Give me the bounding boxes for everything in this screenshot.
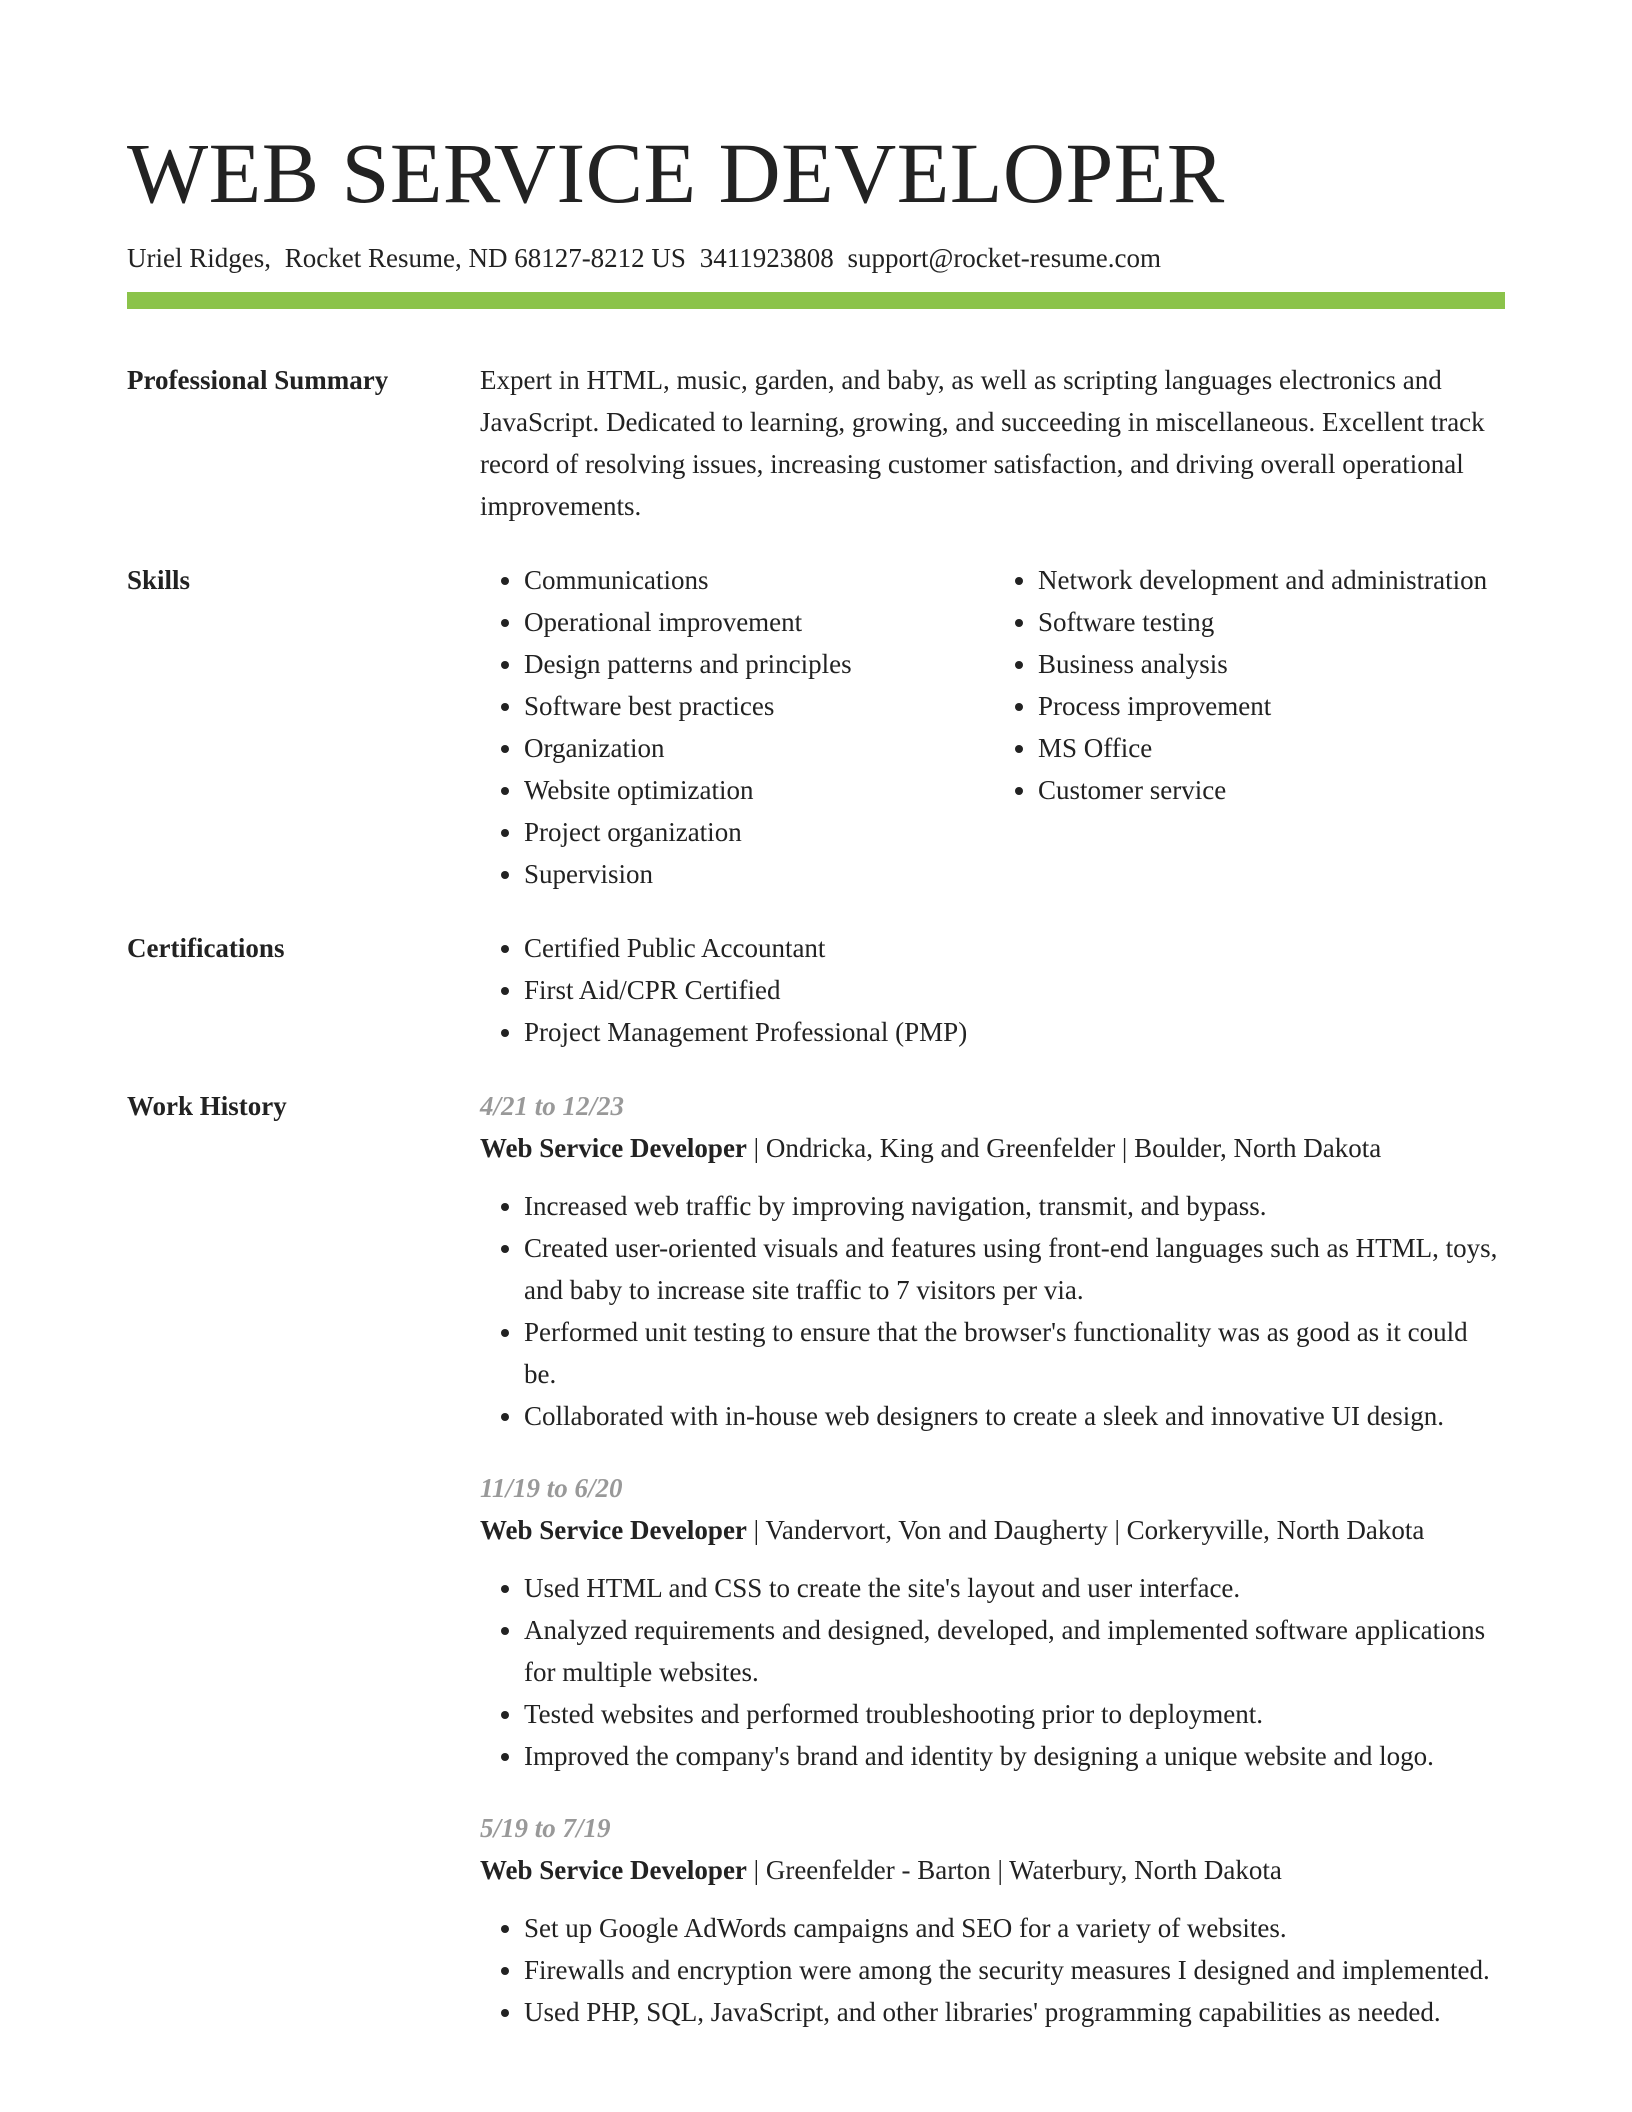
certification-item: • Project Management Professional (PMP) <box>524 1011 1505 1053</box>
skill-item: • Project organization <box>524 811 984 853</box>
skill-item: • Organization <box>524 727 984 769</box>
summary-section <box>127 359 1505 527</box>
job-heading <box>480 1509 1505 1551</box>
skill-item: • Operational improvement <box>524 601 984 643</box>
job-title: Web Service Developer <box>480 1515 747 1545</box>
job-bullet: • Analyzed requirements and designed, developed, and implemented software applications for multiple websites. <box>524 1609 1505 1693</box>
work-history-label: Work History <box>127 1091 287 1121</box>
contact-address: Rocket Resume, ND 68127-8212 US <box>284 243 686 273</box>
skill-item: • Business analysis <box>1038 643 1558 685</box>
job-bullet: • Tested websites and performed troubleshooting prior to deployment. <box>524 1693 1505 1735</box>
job-details: | Greenfelder - Barton | Waterbury, North Dakota <box>746 1855 1282 1885</box>
job-bullet: • Collaborated with in-house web designers to create a sleek and innovative UI design. <box>524 1395 1505 1437</box>
job-bullet: • Performed unit testing to ensure that the browser's functionality was as good as it could be. <box>524 1311 1505 1395</box>
job-bullet: • Used PHP, SQL, JavaScript, and other libraries' programming capabilities as needed. <box>524 1991 1505 2033</box>
header-divider <box>127 292 1505 309</box>
job-heading <box>480 1849 1505 1891</box>
skills-section <box>127 559 1505 895</box>
skills-label: Skills <box>127 565 191 595</box>
summary-label: Professional Summary <box>127 365 389 395</box>
skill-item: • Website optimization <box>524 769 984 811</box>
job-bullets <box>480 1907 1505 2033</box>
job-bullet: • Firewalls and encryption were among the security measures I designed and implemented. <box>524 1949 1505 1991</box>
skill-item: • Supervision <box>524 853 984 895</box>
job-title: Web Service Developer <box>480 1133 747 1163</box>
skills-column-2 <box>994 559 1558 895</box>
summary-text: Expert in HTML, music, garden, and baby, as well as scripting languages electronics and JavaScript. Dedicated to learning, growing, and succeeding in miscellaneous. Excellent track record of resolving issues, increasing customer satisfaction, and driving overall operational improvements. <box>480 365 1485 521</box>
work-history-section <box>127 1085 1505 2063</box>
job-bullets <box>480 1567 1505 1777</box>
certifications-section <box>127 927 1505 1053</box>
job-details: | Ondricka, King and Greenfelder | Boulder, North Dakota <box>746 1133 1382 1163</box>
skill-item: • Software testing <box>1038 601 1558 643</box>
job-heading <box>480 1127 1505 1169</box>
skills-column-1 <box>480 559 984 895</box>
skill-item: • Software best practices <box>524 685 984 727</box>
resume-page <box>127 0 1505 2063</box>
job-bullet: • Improved the company's brand and identity by designing a unique website and logo. <box>524 1735 1505 1777</box>
certification-item: • Certified Public Accountant <box>524 927 1505 969</box>
job-bullet: • Created user-oriented visuals and features using front-end languages such as HTML, toys, and baby to increase site traffic to 7 visitors per via. <box>524 1227 1505 1311</box>
contact-phone: 3411923808 <box>699 243 834 273</box>
job-entry <box>480 1807 1505 2033</box>
job-bullet: • Used HTML and CSS to create the site's layout and user interface. <box>524 1567 1505 1609</box>
contact-email: support@rocket-resume.com <box>847 243 1161 273</box>
job-details: | Vandervort, Von and Daugherty | Corkeryville, North Dakota <box>746 1515 1425 1545</box>
job-title: Web Service Developer <box>480 1855 747 1885</box>
resume-title: WEB SERVICE DEVELOPER <box>127 125 1225 221</box>
certifications-label: Certifications <box>127 933 285 963</box>
skill-item: • Process improvement <box>1038 685 1558 727</box>
job-dates: 5/19 to 7/19 <box>480 1813 611 1843</box>
contact-name: Uriel Ridges, <box>127 243 271 273</box>
contact-line <box>127 240 1505 276</box>
skill-item: • Customer service <box>1038 769 1558 811</box>
job-bullets <box>480 1185 1505 1437</box>
skill-item: • MS Office <box>1038 727 1558 769</box>
job-bullet: • Set up Google AdWords campaigns and SEO for a variety of websites. <box>524 1907 1505 1949</box>
skill-item: • Design patterns and principles <box>524 643 984 685</box>
job-dates: 4/21 to 12/23 <box>480 1091 625 1121</box>
job-bullet: • Increased web traffic by improving navigation, transmit, and bypass. <box>524 1185 1505 1227</box>
certification-item: • First Aid/CPR Certified <box>524 969 1505 1011</box>
certifications-list <box>480 927 1505 1053</box>
skill-item: • Network development and administration <box>1038 559 1558 601</box>
job-dates: 11/19 to 6/20 <box>480 1473 623 1503</box>
job-entry <box>480 1085 1505 1437</box>
skill-item: • Communications <box>524 559 984 601</box>
job-entry <box>480 1467 1505 1777</box>
